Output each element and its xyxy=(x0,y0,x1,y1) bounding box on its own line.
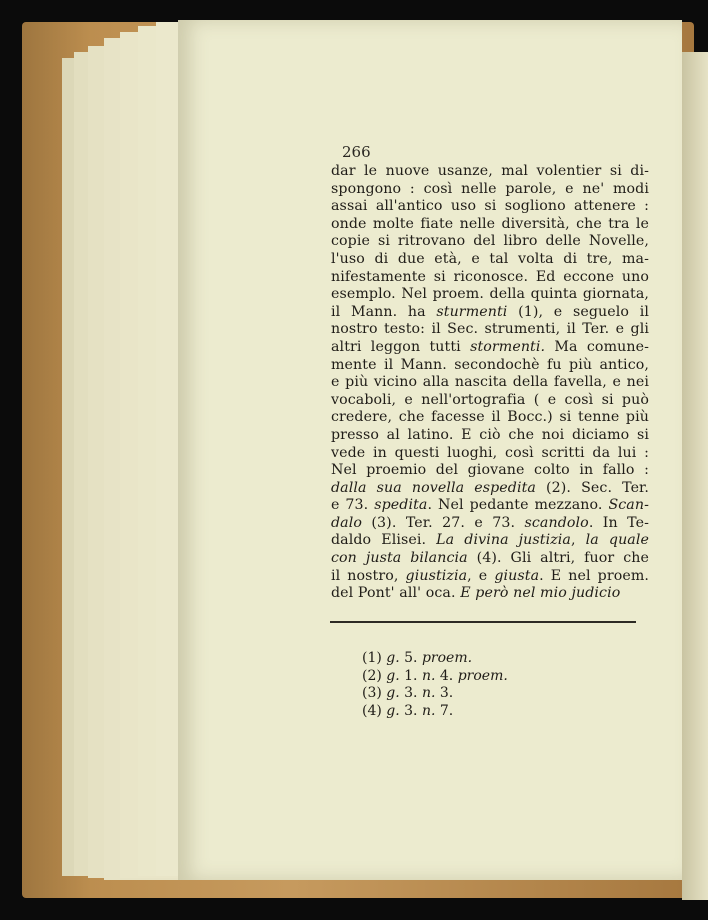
italic-text: La divina justizia xyxy=(436,532,571,549)
text-line xyxy=(331,392,649,410)
italic-text: sturmenti xyxy=(436,303,508,320)
text-run: altri leggon tutti xyxy=(331,338,471,355)
text-line xyxy=(331,515,649,533)
text-run: . In Te- xyxy=(588,514,649,531)
text-run: vede in questi luoghi, così scritti da lui : xyxy=(331,444,649,461)
italic-text: g. xyxy=(386,685,400,701)
italic-text: g. xyxy=(386,667,400,684)
text-run: nostro testo: il Sec. strumenti, il Ter. e gli xyxy=(331,321,649,338)
text-line xyxy=(331,304,649,322)
text-run: (4). Gli altri, fuor che xyxy=(467,550,649,567)
italic-text: con justa bilancia xyxy=(331,550,468,567)
text-run: 5. xyxy=(399,650,422,666)
text-line xyxy=(331,532,649,550)
text-run: (1), e seguelo il xyxy=(507,303,649,320)
footnote xyxy=(362,650,508,668)
text-line xyxy=(331,321,649,339)
text-run: e 73. xyxy=(331,497,375,514)
text-line xyxy=(331,269,649,287)
text-line xyxy=(331,445,649,463)
text-run: e più vicino alla nascita della favella, e nei xyxy=(331,374,649,391)
text-run: copie si ritrovano del libro delle Novelle, xyxy=(331,233,649,250)
text-line xyxy=(331,357,649,375)
italic-text: giusta xyxy=(494,567,540,584)
text-run: 3. xyxy=(435,685,454,701)
text-run: assai all'antico uso si sogliono attenere : xyxy=(331,198,649,215)
text-run: esemplo. Nel proem. della quinta giornata, xyxy=(331,286,649,303)
page-number: 266 xyxy=(342,143,371,161)
text-line xyxy=(331,585,649,603)
text-run: (3). Ter. 27. e 73. xyxy=(362,514,525,531)
italic-text: g. xyxy=(386,702,400,719)
text-run: presso al latino. E ciò che noi diciamo si xyxy=(331,426,649,443)
text-run: dar le nuove usanze, mal volentier si di- xyxy=(331,163,649,179)
text-run: (1) xyxy=(362,650,387,666)
italic-text: dalla sua novella espedita xyxy=(331,479,536,496)
text-run: credere, che facesse il Bocc.) si tenne più xyxy=(331,409,649,426)
italic-text: spedita xyxy=(374,497,428,514)
italic-text: scandolo xyxy=(524,514,589,531)
text-run: 3. xyxy=(399,702,422,719)
italic-text: proem. xyxy=(421,650,473,666)
text-line xyxy=(331,163,649,181)
footnote xyxy=(362,668,508,686)
text-run: (2). Sec. Ter. xyxy=(535,479,649,496)
italic-text: proem. xyxy=(457,667,508,684)
text-line xyxy=(331,568,649,586)
text-run: , xyxy=(571,532,586,549)
italic-text: stormenti. xyxy=(470,338,546,355)
text-run: Nel proemio del giovane colto in fallo : xyxy=(331,462,649,479)
text-run: il Mann. ha xyxy=(331,303,437,320)
text-line xyxy=(331,462,649,480)
text-run: , e xyxy=(467,567,495,584)
text-run: Ma comune- xyxy=(545,338,649,355)
italic-text: n. xyxy=(421,685,436,701)
footnote xyxy=(362,685,508,703)
text-run: il nostro, xyxy=(331,567,406,584)
italic-text: giustizia xyxy=(405,567,468,584)
text-run: (4) xyxy=(362,702,387,719)
text-line xyxy=(331,181,649,199)
footnote xyxy=(362,703,508,721)
text-line xyxy=(331,216,649,234)
text-run: mente il Mann. secondochè fu più antico, xyxy=(331,356,649,373)
text-line xyxy=(331,286,649,304)
text-run: 7. xyxy=(435,702,454,719)
text-line xyxy=(331,198,649,216)
main-text xyxy=(331,163,649,603)
text-run: 3. xyxy=(399,685,422,701)
italic-text: n. xyxy=(421,667,436,684)
italic-text: la quale xyxy=(585,532,650,549)
text-line xyxy=(331,374,649,392)
text-run: 1. xyxy=(399,667,422,684)
italic-text: dalo xyxy=(331,514,363,531)
text-line xyxy=(331,409,649,427)
text-run: spongono : così nelle parole, e ne' modi xyxy=(331,180,649,197)
text-run: del Pont' all' oca. xyxy=(331,585,461,602)
text-run: daldo Elisei. xyxy=(331,532,437,549)
text-run: vocaboli, e nell'ortografia ( e così si può xyxy=(331,391,649,408)
text-run: . Nel pedante mezzano. xyxy=(427,497,609,514)
italic-text: E però nel mio judicio xyxy=(460,585,621,602)
text-run: (2) xyxy=(362,667,387,684)
text-line xyxy=(331,480,649,498)
text-line xyxy=(331,427,649,445)
text-line xyxy=(331,339,649,357)
text-run: nifestamente si riconosce. Ed eccone uno xyxy=(331,268,649,285)
text-line xyxy=(331,497,649,515)
text-run: (3) xyxy=(362,685,387,701)
text-line xyxy=(331,233,649,251)
text-run: . E nel proem. xyxy=(539,567,649,584)
italic-text: Scan- xyxy=(608,497,649,514)
text-run: 4. xyxy=(435,667,458,684)
text-line xyxy=(331,251,649,269)
italic-text: n. xyxy=(421,702,436,719)
right-page-edge xyxy=(682,52,708,900)
text-line xyxy=(331,550,649,568)
text-run: onde molte fiate nelle diversità, che tra le xyxy=(331,215,649,232)
footnote-rule xyxy=(330,621,636,623)
italic-text: g. xyxy=(386,650,400,666)
text-run: l'uso di due età, e tal volta di tre, ma- xyxy=(331,250,649,267)
footnotes xyxy=(362,650,508,720)
